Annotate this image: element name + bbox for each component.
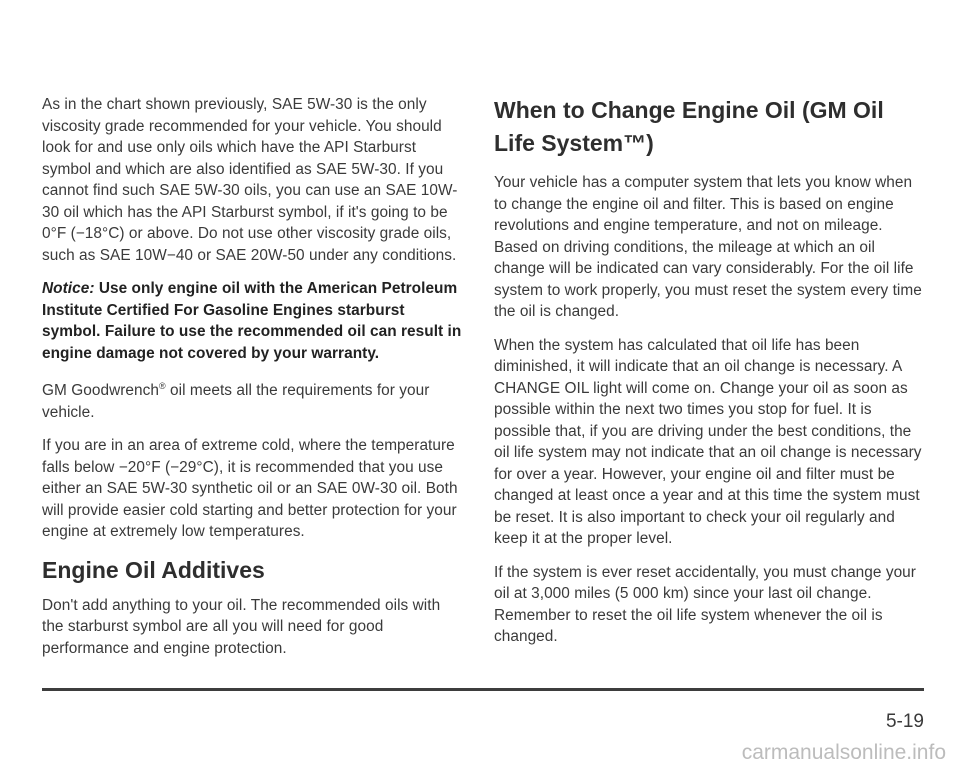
oil-change-heading: When to Change Engine Oil (GM Oil Life System™) [494,97,884,156]
registered-mark: ® [158,381,166,391]
goodwrench-brand: GM Goodwrench [42,382,159,399]
additives-heading: Engine Oil Additives [42,556,265,583]
notice-paragraph [42,278,462,364]
right-column [494,94,924,660]
left-column [42,94,462,671]
reset-accidentally-paragraph: If the system is ever reset accidentally, you must change your oil at 3,000 miles (5 000 km) since your last oil change. Remember to reset the oil life system whenever the oil is changed. [494,563,916,645]
change-oil-light-paragraph: When the system has calculated that oil life has been diminished, it will indicate that an oil change is necessary. A CHANGE OIL light will come on. Change your oil as soon as possible within the next two times you stop for fuel. It is possible that, if you are driving under the best conditions, the oil life system may not indicate that an oil change is necessary for over a year. However, your engine oil and filter must be changed at least once a year and at this time the system must be reset. It is also important to check your oil regularly and keep it at the proper level. [494,336,922,547]
watermark: carmanualsonline.info [741,741,946,764]
viscosity-paragraph: As in the chart shown previously, SAE 5W-30 is the only viscosity grade recommended for your vehicle. You should look for and use only oils which have the API Starburst symbol and which are also identified as SAE 5W-30. If you cannot find such SAE 5W-30 oils, you can use an SAE 10W-30 oil which has the API Starburst symbol, if it's going to be 0°F (−18°C) or above. Do not use other viscosity grade oils, such as SAE 10W−40 or SAE 20W-50 under any conditions. [42,96,458,264]
cold-weather-paragraph: If you are in an area of extreme cold, where the temperature falls below −20°F (−29°C), it is recommended that you use either an SAE 5W-30 synthetic oil or an SAE 0W-30 oil. Both will provide easier cold starting and better protection for your engine at extremely low temperatures. [42,437,458,540]
notice-label: Notice: [42,280,95,297]
footer-rule [42,688,924,691]
page-number: 5-19 [885,711,924,732]
goodwrench-paragraph [42,376,462,423]
goodwrench-text: oil meets all the requirements for your vehicle. [42,382,430,421]
additives-paragraph: Don't add anything to your oil. The recommended oils with the starburst symbol are all you will need for good performance and engine protection. [42,596,441,657]
oil-life-system-paragraph: Your vehicle has a computer system that lets you know when to change the engine oil and filter. This is based on engine revolutions and engine temperature, and not on mileage. Based on driving conditions, the mileage at which an oil change will be indicated can vary considerably. For the oil life system to work properly, you must reset the system every time the oil is changed. [494,174,922,320]
notice-text: Use only engine oil with the American Petroleum Institute Certified For Gasoline Engines starburst symbol. Failure to use the recommended oil can result in engine damage not covered by your warranty. [42,280,462,362]
